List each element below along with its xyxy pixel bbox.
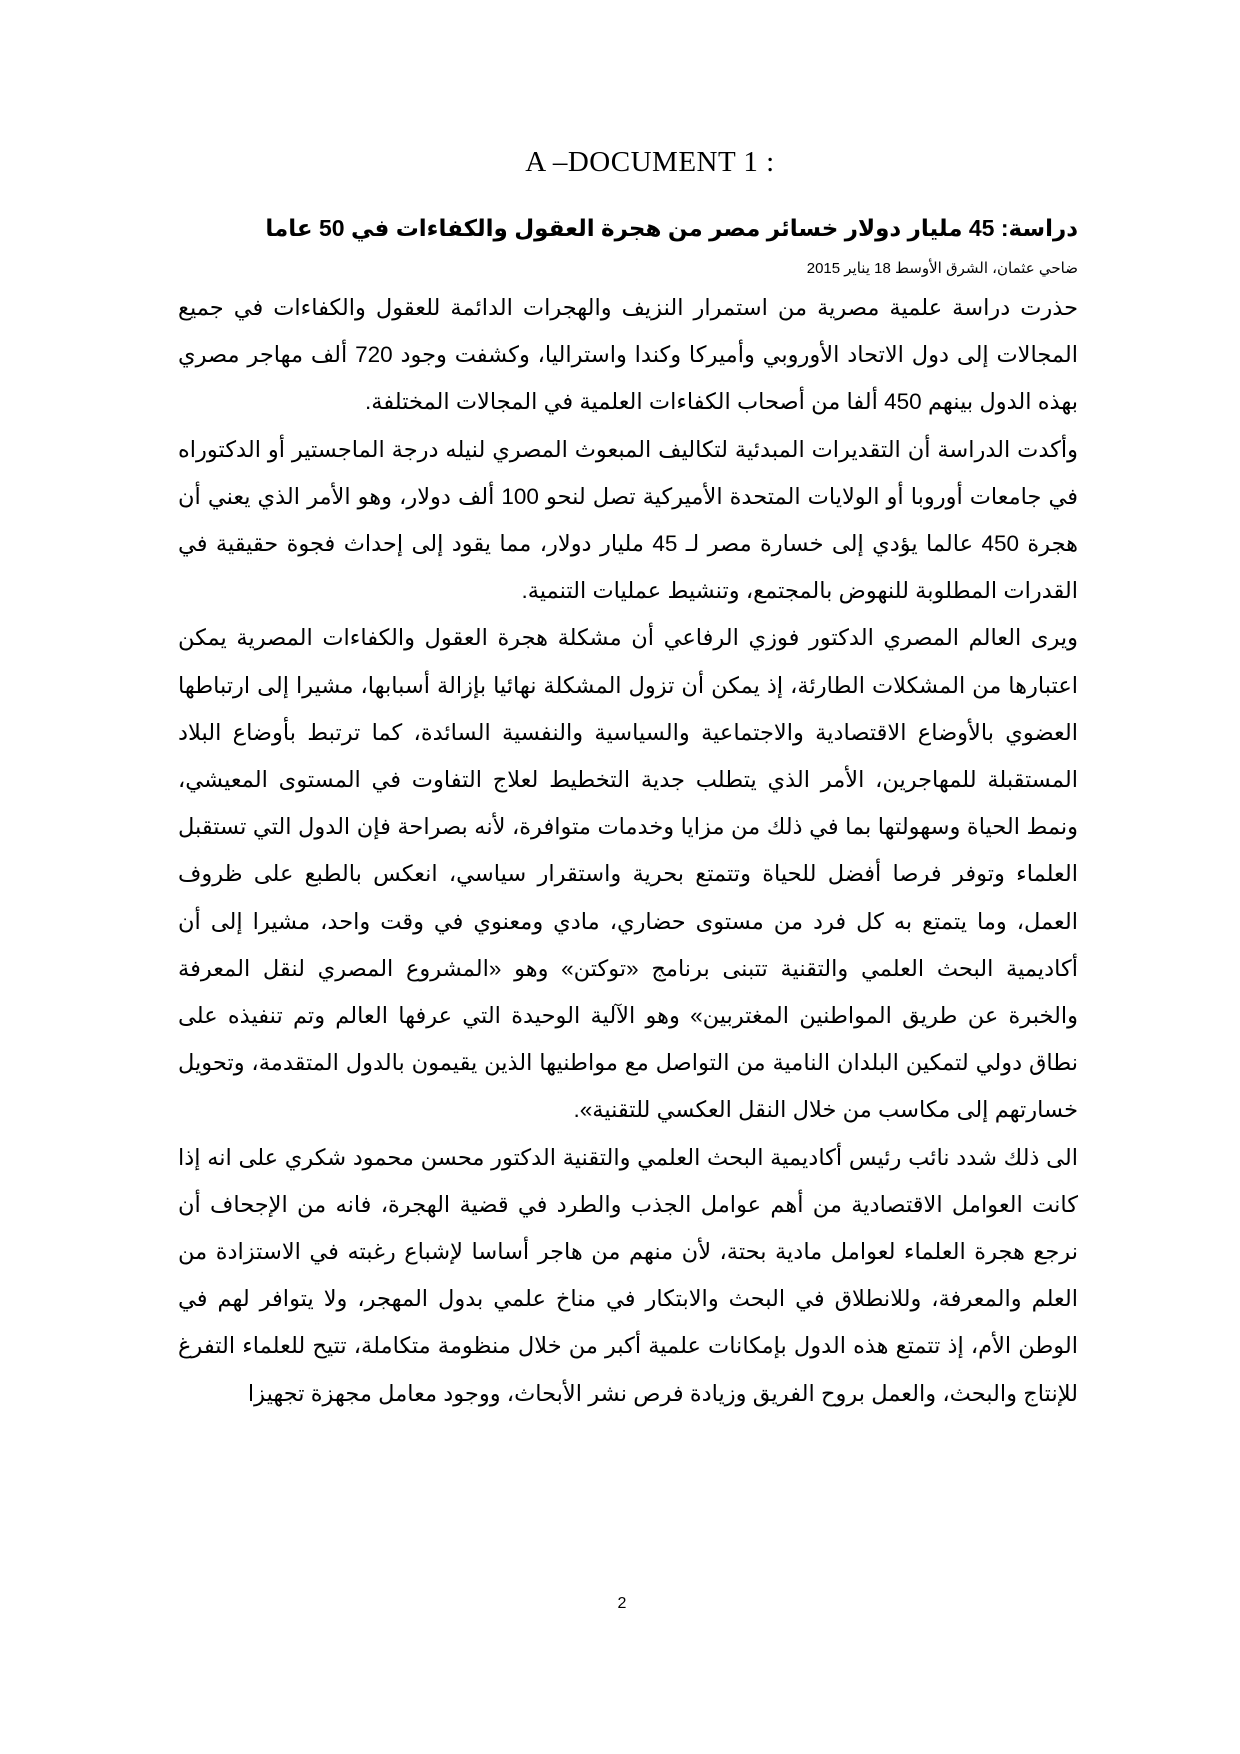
article-paragraph-4: الى ذلك شدد نائب رئيس أكاديمية البحث العلمي والتقنية الدكتور محسن محمود شكري على انه إذا كانت العوامل الاقتصادية من أهم عوامل الجذب والطرد في قضية الهجرة، فانه من الإجحاف أن نرجع هجرة العلماء لعوامل مادية بحتة، لأن منهم من هاجر أساسا لإشباع رغبته في الاستزادة من العلم والمعرفة، وللانطلاق في البحث والابتكار في مناخ علمي بدول المهجر، ولا يتوافر لهم في الوطن الأم، إذ تتمتع هذه الدول بإمكانات علمية أكبر من خلال منظومة متكاملة، تتيح للعلماء التفرغ للإنتاج والبحث، والعمل بروح الفريق وزيادة فرص نشر الأبحاث، ووجود معامل مجهزة تجهيزا [178, 1144, 1078, 1406]
page-number: 2 [617, 1595, 627, 1612]
article-title: دراسة: 45 مليار دولار خسائر مصر من هجرة العقول والكفاءات في 50 عاما [265, 215, 1078, 241]
article-source-line: ضاحي عثمان، الشرق الأوسط 18 يناير 2015 [806, 260, 1078, 277]
article-body [178, 284, 1078, 1417]
document-heading: A –DOCUMENT 1 : [525, 146, 775, 178]
article-paragraph-2: وأكدت الدراسة أن التقديرات المبدئية لتكاليف المبعوث المصري لنيله درجة الماجستير أو الدكتوراه في جامعات أوروبا أو الولايات المتحدة الأميركية تصل لنحو 100 ألف دولار، وهو الأمر الذي يعني أن هجرة 450 عالما يؤدي إلى خسارة مصر لـ 45 مليار دولار، مما يقود إلى إحداث فجوة حقيقية في القدرات المطلوبة للنهوض بالمجتمع، وتنشيط عمليات التنمية. [178, 436, 1078, 604]
article-paragraph-1: حذرت دراسة علمية مصرية من استمرار النزيف والهجرات الدائمة للعقول والكفاءات في جميع المجالات إلى دول الاتحاد الأوروبي وأميركا وكندا واستراليا، وكشفت وجود 720 ألف مهاجر مصري بهذه الدول بينهم 450 ألفا من أصحاب الكفاءات العلمية في المجالات المختلفة. [178, 295, 1079, 415]
article-paragraph-3: ويرى العالم المصري الدكتور فوزي الرفاعي أن مشكلة هجرة العقول والكفاءات المصرية يمكن اعتبارها من المشكلات الطارئة، إذ يمكن أن تزول المشكلة نهائيا بإزالة أسبابها، مشيرا إلى ارتباطها العضوي بالأوضاع الاقتصادية والاجتماعية والسياسية والنفسية السائدة، كما ترتبط بأوضاع البلاد المستقبلة للمهاجرين، الأمر الذي يتطلب جدية التخطيط لعلاج التفاوت في المستوى المعيشي، ونمط الحياة وسهولتها بما في ذلك من مزايا وخدمات متوافرة، لأنه بصراحة فإن الدول التي تستقبل العلماء وتوفر فرصا أفضل للحياة وتتمتع بحرية واستقرار سياسي، انعكس بالطبع على ظروف العمل، وما يتمتع به كل فرد من مستوى حضاري، مادي ومعنوي في وقت واحد، مشيرا إلى أن أكاديمية البحث العلمي والتقنية تتبنى برنامج «توكتن» وهو «المشروع المصري لنقل المعرفة والخبرة عن طريق المواطنين المغتربين» وهو الآلية الوحيدة التي عرفها العالم وتم تنفيذه على نطاق دولي لتمكين البلدان النامية من التواصل مع مواطنيها الذين يقيمون بالدول المتقدمة، وتحويل خسارتهم إلى مكاسب من خلال النقل العكسي للتقنية». [178, 625, 1078, 1123]
